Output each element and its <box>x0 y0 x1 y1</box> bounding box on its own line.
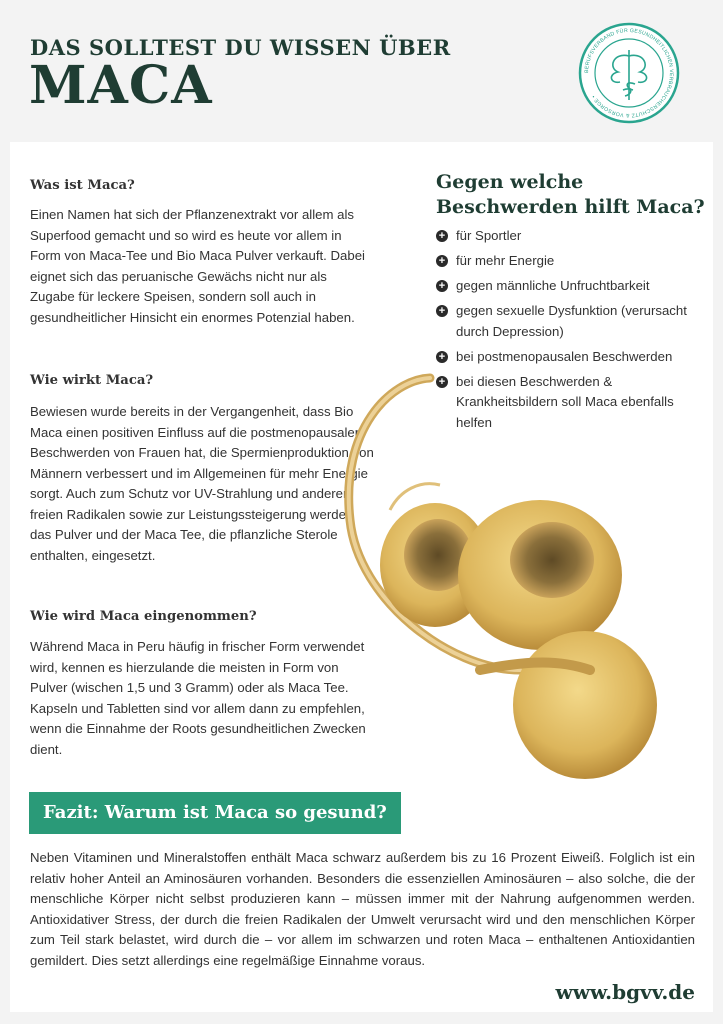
section-heading-how-taken: Wie wird Maca eingenommen? <box>30 609 257 624</box>
section-body-what-is: Einen Namen hat sich der Pflanzenextrakt vor allem als Superfood gemacht und so wird es heute vor allem in Form von Maca-Tee und Bio Maca Pulver verkauft. Dabei eignet sich das peruanische Gewächs nicht nur als Zugabe für leckere Speisen, sondern soll auch in gesundheitlicher Hinsicht ein enormes Potenzial haben. <box>30 207 365 325</box>
plus-circle-icon: + <box>436 255 448 267</box>
svg-text:BERUFSVERBAND FÜR GESUNDHEITLI: BERUFSVERBAND FÜR GESUNDHEITLICHEN VERBRAUCHERSCHUTZ & VORSORGE • <box>583 27 675 119</box>
list-item: + bei postmenopausalen Beschwerden <box>436 347 706 368</box>
conclusion-body: Neben Vitaminen und Mineralstoffen enthält Maca schwarz außerdem bis zu 16 Prozent Eiweiß. Folglich ist ein relativ hoher Anteil an Aminosäuren vorhanden. Besonders die essenziellen Aminosäuren – also solche, die der menschliche Körper nicht selbst produzieren kann – müssen immer mit der Nahrung aufgenommen werden. Antioxidativer Stress, der durch die freien Radikalen der Umwelt verursacht wird und den menschlichen Körper zum Teil stark belastet, wird durch die – vor allem im schwarzen und roten Maca – enthaltenen Antioxidantien gemildert. Dies setzt allerdings eine regelmäßige Einnahme voraus. <box>30 850 695 968</box>
list-item: + für mehr Energie <box>436 251 706 272</box>
website-url: www.bgvv.de <box>555 980 695 1004</box>
plus-circle-icon: + <box>436 305 448 317</box>
plus-circle-icon: + <box>436 280 448 292</box>
plus-circle-icon: + <box>436 376 448 388</box>
page-kicker: DAS SOLLTEST DU WISSEN ÜBER <box>30 35 451 60</box>
list-item: + bei diesen Beschwerden & Krankheitsbildern soll Maca ebenfalls helfen <box>436 372 706 434</box>
page-title: MACA <box>29 55 213 116</box>
plus-circle-icon: + <box>436 230 448 242</box>
benefits-heading: Gegen welche Beschwerden hilft Maca? <box>436 171 705 218</box>
list-item: + für Sportler <box>436 226 706 247</box>
conclusion-heading: Fazit: Warum ist Maca so gesund? <box>29 792 401 834</box>
maca-root-illustration <box>330 370 670 790</box>
list-item: + gegen sexuelle Dysfunktion (verursacht durch Depression) <box>436 301 706 342</box>
section-heading-how-it-works: Wie wirkt Maca? <box>30 373 154 388</box>
plus-circle-icon: + <box>436 351 448 363</box>
association-seal-logo <box>578 22 680 124</box>
section-body-how-taken: Während Maca in Peru häufig in frischer Form verwendet wird, kennen es hierzulande die meisten in Form von Pulver (wischen 1,5 und 3 Gramm) oder als Maca Tee. Kapseln und Tabletten sind vor allem dann zu empfehlen, wenn die Einnahme der Roots gesundheitlichen Zwecken dient. <box>30 639 366 757</box>
list-item: + gegen männliche Unfruchtbarkeit <box>436 276 706 297</box>
section-body-how-it-works: Bewiesen wurde bereits in der Vergangenheit, dass Bio Maca einen positiven Einfluss auf die postmenopausalen Beschwerden von Frauen hat, die Spermienproduktion von Männern verbessert und im Allgemeinen für mehr Energie sorgt. Auch zum Schutz vor UV-Strahlung und anderen freien Radikalen sowie zur Leistungssteigerung werden das Pulver und der Maca Tee, die pflanzliche Sterole enthalten, eingesetzt. <box>30 404 374 563</box>
section-heading-what-is: Was ist Maca? <box>30 178 135 193</box>
